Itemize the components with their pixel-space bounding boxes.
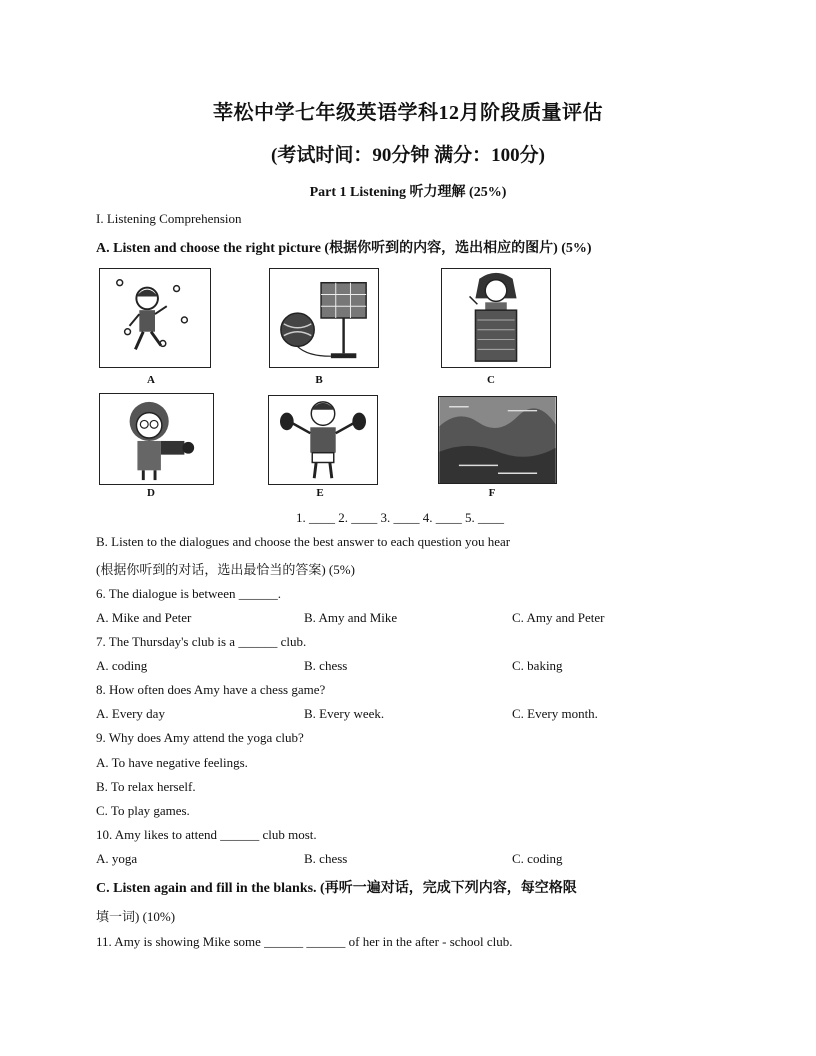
- answer-blanks-1-5: 1. ____ 2. ____ 3. ____ 4. ____ 5. ____: [296, 510, 504, 525]
- picture-c-label: C: [487, 374, 495, 386]
- scenery-icon: [439, 397, 556, 483]
- boy-ping-pong-icon: [269, 396, 377, 484]
- exam-info: (考试时间：90分钟 满分：100分): [271, 145, 545, 166]
- question-7: 7. The Thursday's club is a ______ club.: [96, 634, 307, 649]
- q8-option-b: B. Every week.: [304, 706, 385, 721]
- question-10: 10. Amy likes to attend ______ club most.: [96, 827, 317, 842]
- section-c-heading: C. Listen again and fill in the blanks. (再听一遍对话，完成下列内容，每空格限: [96, 881, 577, 896]
- section-b-heading-cn: (根据你听到的对话，选出最恰当的答案) (5%): [96, 562, 355, 577]
- q9-option-c: C. To play games.: [96, 803, 190, 818]
- picture-b: [269, 268, 379, 368]
- section-a-heading: A. Listen and choose the right picture (根据你听到的内容，选出相应的图片) (5%): [96, 241, 592, 256]
- globe-solar-panel-icon: [270, 269, 378, 367]
- girl-on-podium-icon: [442, 269, 550, 367]
- q6-option-b: B. Amy and Mike: [304, 610, 398, 625]
- q7-option-b: B. chess: [304, 658, 348, 673]
- q8-option-c: C. Every month.: [512, 706, 598, 721]
- question-9: 9. Why does Amy attend the yoga club?: [96, 730, 304, 745]
- q10-option-c: C. coding: [512, 851, 563, 866]
- picture-c: [441, 268, 551, 368]
- picture-f: [438, 396, 557, 484]
- section-c-heading-cont: 填一词) (10%): [96, 909, 176, 924]
- picture-a: [99, 268, 211, 368]
- q7-option-c: C. baking: [512, 658, 563, 673]
- section-b-heading: B. Listen to the dialogues and choose the best answer to each question you hear: [96, 534, 511, 549]
- q6-option-a: A. Mike and Peter: [96, 610, 192, 625]
- q7-option-a: A. coding: [96, 658, 148, 673]
- picture-b-label: B: [315, 374, 323, 386]
- picture-e-label: E: [316, 487, 324, 499]
- question-8: 8. How often does Amy have a chess game?: [96, 682, 326, 697]
- question-6: 6. The dialogue is between ______.: [96, 586, 281, 601]
- question-11: 11. Amy is showing Mike some ______ ______ of her in the after - school club.: [96, 934, 513, 949]
- q10-option-b: B. chess: [304, 851, 348, 866]
- picture-d-label: D: [147, 487, 155, 499]
- q9-option-a: A. To have negative feelings.: [96, 755, 248, 770]
- page-title: 莘松中学七年级英语学科12月阶段质量评估: [213, 102, 603, 124]
- picture-f-label: F: [488, 487, 496, 499]
- q9-option-b: B. To relax herself.: [96, 779, 196, 794]
- q8-option-a: A. Every day: [96, 706, 165, 721]
- q10-option-a: A. yoga: [96, 851, 138, 866]
- section-i-heading: I. Listening Comprehension: [96, 211, 242, 226]
- part-heading: Part 1 Listening 听力理解 (25%): [309, 185, 507, 200]
- curly-hair-camera-icon: [100, 394, 213, 484]
- picture-e: [268, 395, 378, 485]
- picture-a-label: A: [147, 374, 155, 386]
- q6-option-c: C. Amy and Peter: [512, 610, 605, 625]
- juggling-boy-icon: [100, 269, 210, 367]
- picture-d: [99, 393, 214, 485]
